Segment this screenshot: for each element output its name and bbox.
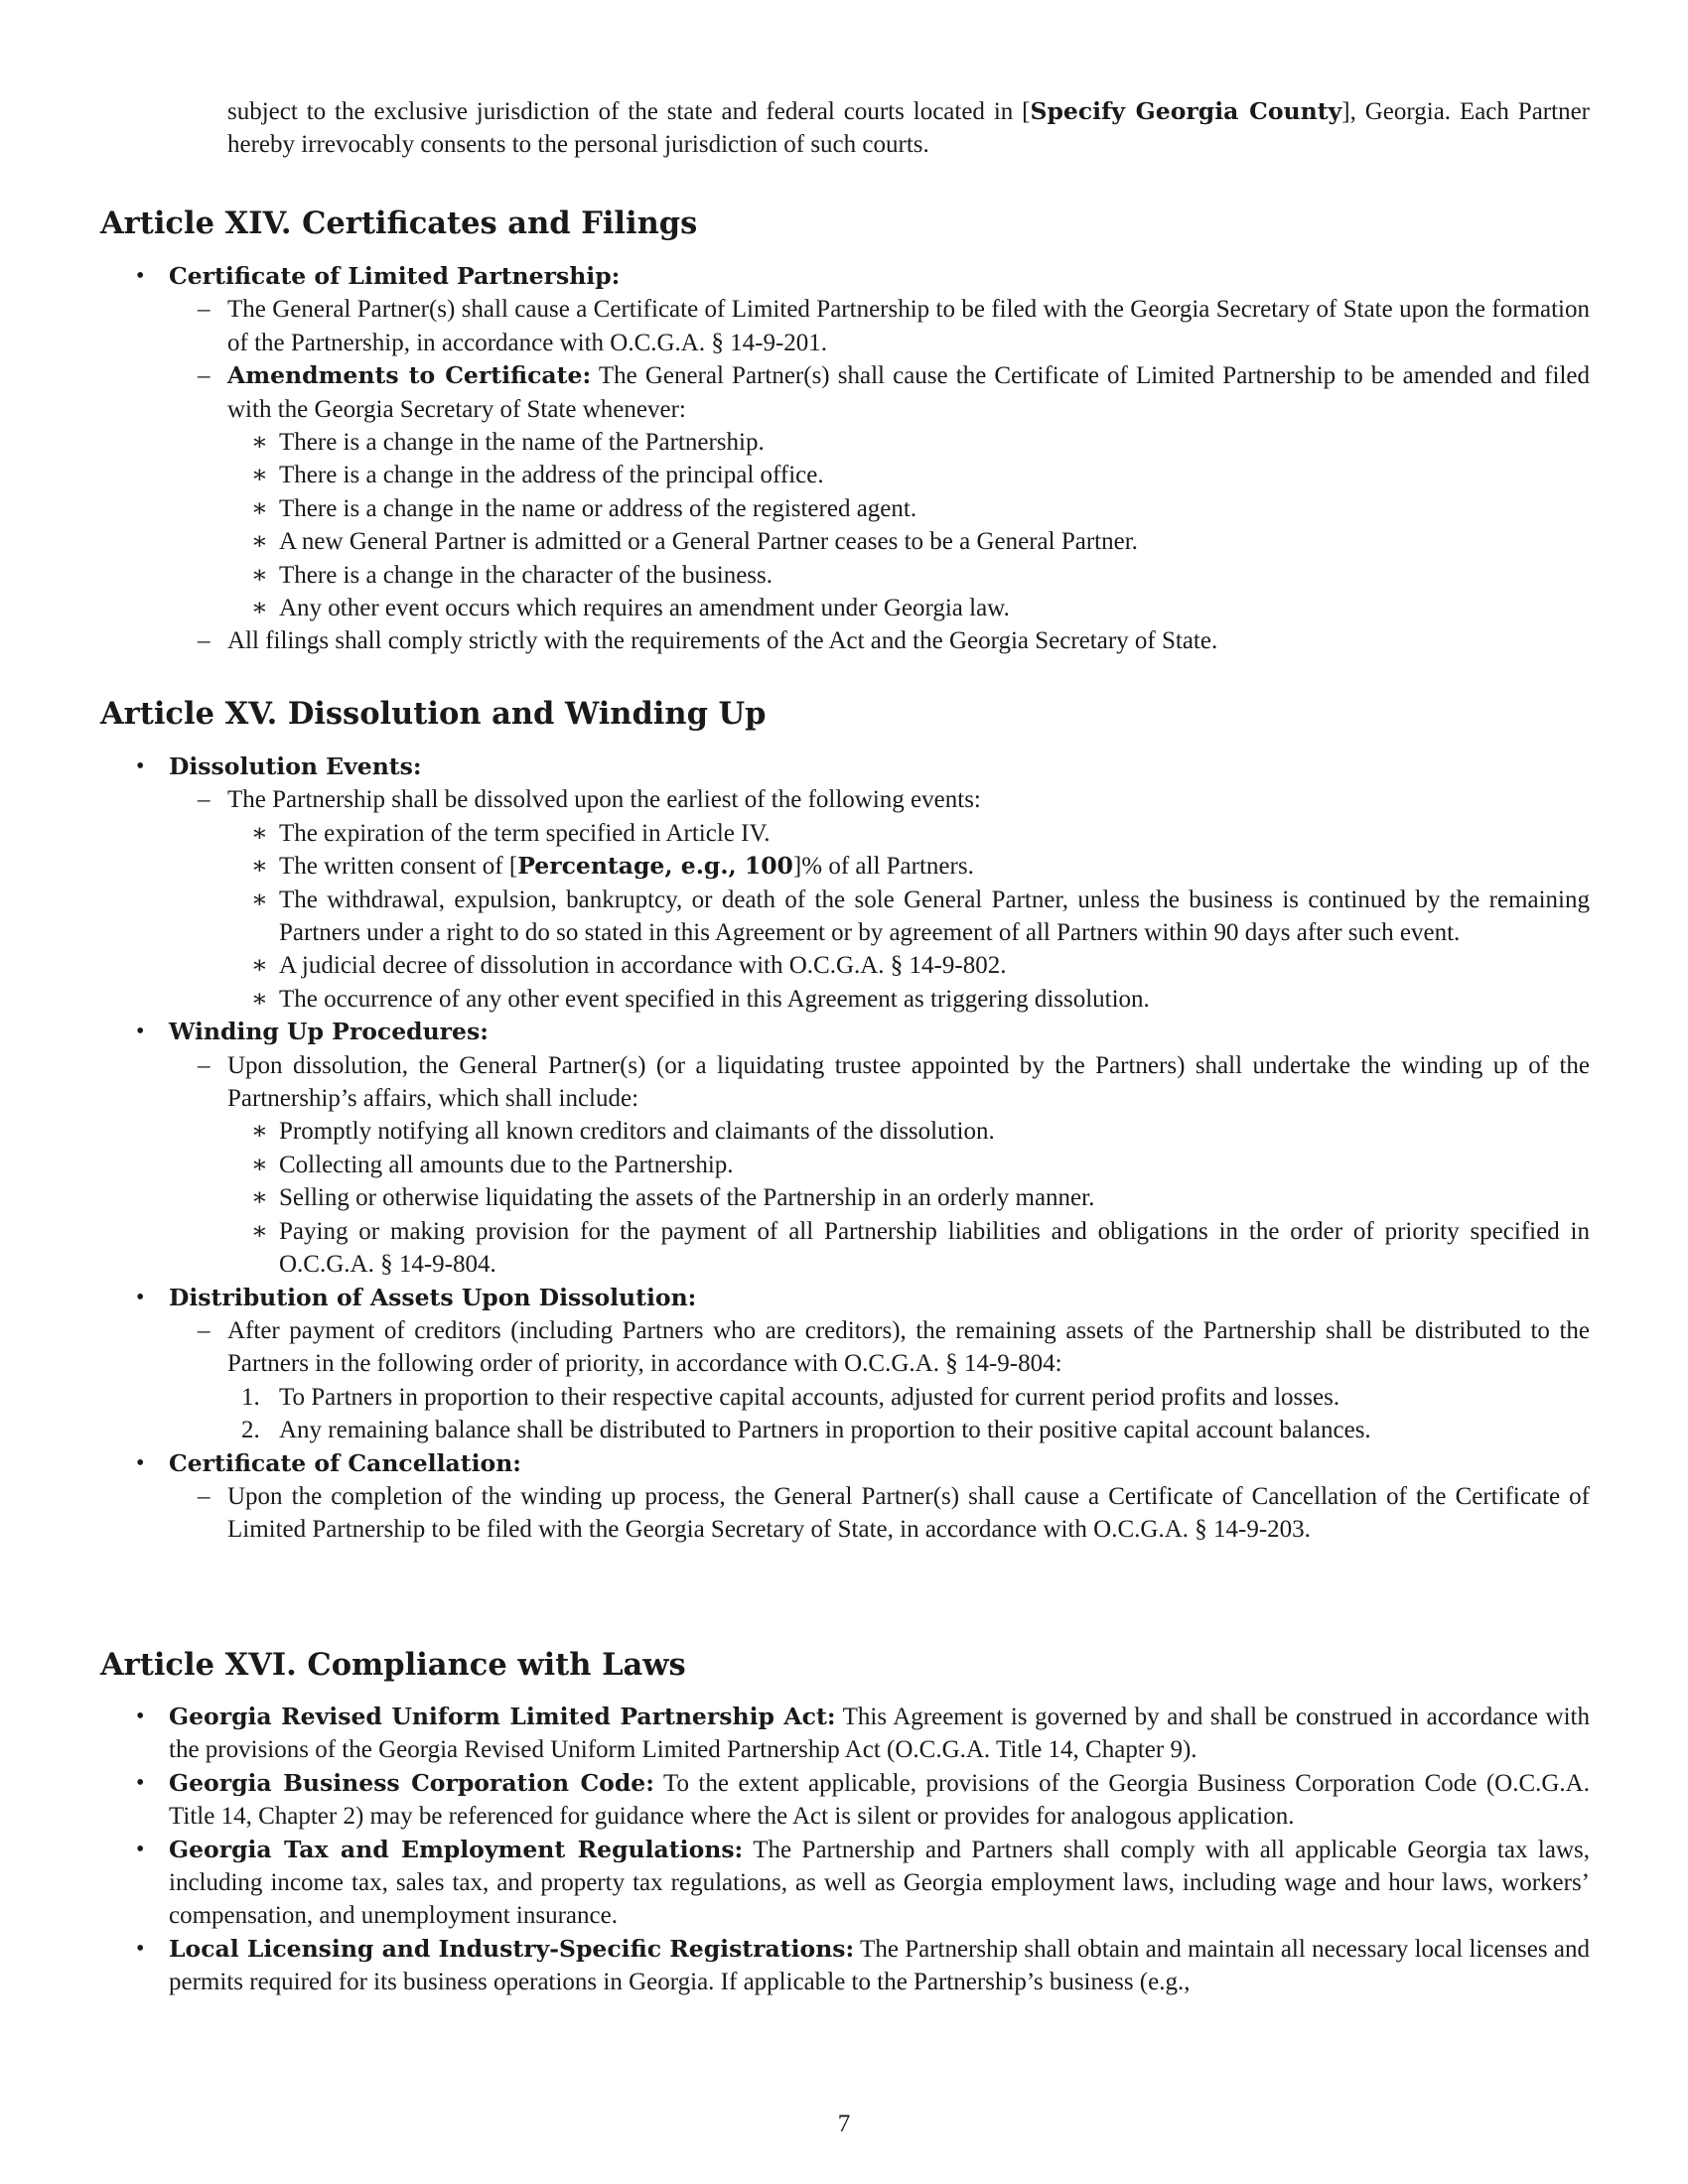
page-number: 7 (837, 2111, 851, 2137)
list-item: ∗ Any other event occurs which requires an amendment under Georgia law. (100, 592, 1590, 624)
list-item: – Upon dissolution, the General Partner(s) (or a liquidating trustee appointed by the Partners) shall undertake the winding up of the Partnership’s affairs, which shall include: (100, 1049, 1590, 1116)
list-item: ∗ A new General Partner is admitted or a General Partner ceases to be a General Partner. (100, 525, 1590, 558)
list-item: ∗ There is a change in the name of the Partnership. (100, 426, 1590, 459)
list-item: • Certificate of Cancellation: (100, 1447, 1590, 1480)
list-item: – The Partnership shall be dissolved upon the earliest of the following events: (100, 783, 1590, 816)
list-item: ∗ Selling or otherwise liquidating the assets of the Partnership in an orderly manner. (100, 1181, 1590, 1214)
list-item: – The General Partner(s) shall cause a Certificate of Limited Partnership to be filed with the Georgia Secretary of State upon the formation of the Partnership, in accordance with O.C.G.A. § 14-9-201. (100, 293, 1590, 359)
list-item: • Georgia Business Corporation Code: To the extent applicable, provisions of the Georgia Business Corporation Code (O.C.G.A. Title 14, Chapter 2) may be referenced for guidance where the Act is silent or provides for analogous application. (100, 1767, 1590, 1834)
article-xiv-heading: Article XIV. Certificates and Filings (100, 205, 698, 241)
article-xvi-heading: Article XVI. Compliance with Laws (100, 1647, 686, 1683)
intro-text-start: subject to the exclusive jurisdiction of the state and federal courts located in [ (227, 98, 1031, 125)
list-item: ∗ The withdrawal, expulsion, bankruptcy, or death of the sole General Partner, unless the business is continued by the remaining Partners under a right to do so stated in this Agreement or by agreement of all Partners within 90 days after such event. (100, 884, 1590, 950)
county-placeholder: Specify Georgia County (1030, 97, 1342, 125)
list-item: ∗ Collecting all amounts due to the Partnership. (100, 1149, 1590, 1181)
list-item: • Georgia Tax and Employment Regulations: The Partnership and Partners shall comply with all applicable Georgia tax laws, including income tax, sales tax, and property tax regulations, as well as Georgia employment laws, including wage and hour laws, workers’ compensation, and unemployment insurance. (100, 1834, 1590, 1933)
list-item: • Certificate of Limited Partnership: (100, 260, 1590, 293)
continued-paragraph (227, 95, 1590, 162)
list-item: ∗ There is a change in the address of the principal office. (100, 459, 1590, 491)
list-item: ∗ The occurrence of any other event specified in this Agreement as triggering dissolution. (100, 983, 1590, 1016)
numbered-item: 1. To Partners in proportion to their respective capital accounts, adjusted for current period profits and losses. (241, 1383, 1340, 1411)
list-item: – Upon the completion of the winding up process, the General Partner(s) shall cause a Certificate of Cancellation of the Certificate of Limited Partnership to be filed with the Georgia Secretary of State, in accordance with O.C.G.A. § 14-9-203. (100, 1480, 1590, 1547)
list-item: • Dissolution Events: (100, 751, 1590, 783)
list-item: ∗ The written consent of [Percentage, e.g., 100]% of all Partners. (100, 850, 1590, 883)
list-item: • Georgia Revised Uniform Limited Partnership Act: This Agreement is governed by and shall be construed in accordance with the provisions of the Georgia Revised Uniform Limited Partnership Act (O.C.G.A. Title 14, Chapter 9). (100, 1701, 1590, 1767)
numbered-item: 2. Any remaining balance shall be distributed to Partners in proportion to their positive capital account balances. (241, 1417, 1371, 1444)
list-item: ∗ Promptly notifying all known creditors and claimants of the dissolution. (100, 1115, 1590, 1148)
list-item: – All filings shall comply strictly with the requirements of the Act and the Georgia Secretary of State. (100, 624, 1590, 657)
list-item: – After payment of creditors (including Partners who are creditors), the remaining assets of the Partnership shall be distributed to the Partners in the following order of priority, in accordance with O.C.G.A. § 14-9-804: (100, 1314, 1590, 1381)
list-item: ∗ A judicial decree of dissolution in accordance with O.C.G.A. § 14-9-802. (100, 949, 1590, 982)
article-xv-heading: Article XV. Dissolution and Winding Up (100, 696, 767, 732)
list-item: • Local Licensing and Industry-Specific Registrations: The Partnership shall obtain and maintain all necessary local licenses and permits required for its business operations in Georgia. If applicable to the Partnership’s business (e.g., (100, 1933, 1590, 1999)
list-item: ∗ Paying or making provision for the payment of all Partnership liabilities and obligations in the order of priority specified in O.C.G.A. § 14-9-804. (100, 1215, 1590, 1282)
list-item: • Winding Up Procedures: (100, 1016, 1590, 1048)
intro-text-end: ], Georgia. Each Partner hereby irrevocably consents to the personal jurisdiction of such courts. (227, 98, 1590, 159)
list-item: – Amendments to Certificate: The General Partner(s) shall cause the Certificate of Limited Partnership to be amended and filed with the Georgia Secretary of State whenever: (100, 359, 1590, 426)
list-item: ∗ There is a change in the character of the business. (100, 559, 1590, 592)
list-item: ∗ There is a change in the name or address of the registered agent. (100, 492, 1590, 525)
article-xiv-list (100, 260, 1590, 658)
list-item: ∗ The expiration of the term specified in Article IV. (100, 817, 1590, 850)
article-xvi-list (100, 1701, 1590, 1999)
article-xv-list (100, 751, 1590, 1547)
list-item: • Distribution of Assets Upon Dissolution: (100, 1282, 1590, 1314)
